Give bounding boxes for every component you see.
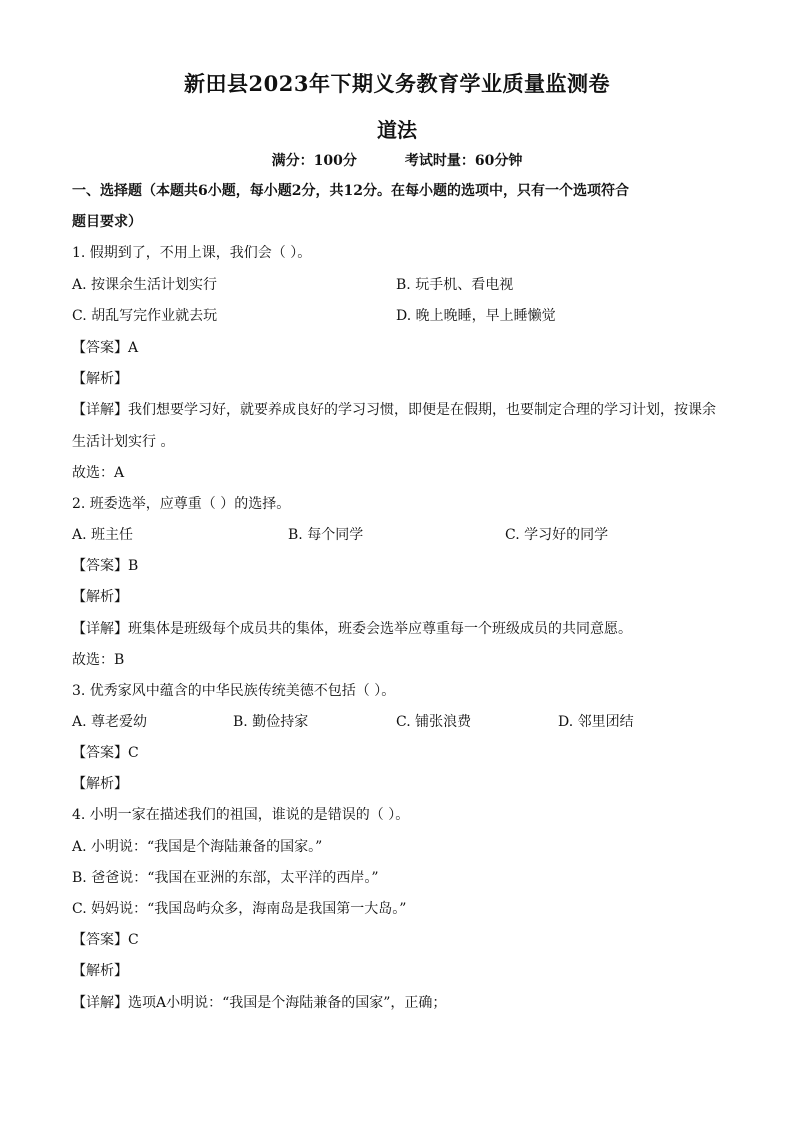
q1-option-c: C. 胡乱写完作业就去玩 [72, 308, 218, 324]
q3-option-b: B. 勤俭持家 [233, 714, 309, 730]
q1-option-d: D. 晚上晚睡，早上睡懒觉 [396, 308, 556, 324]
question-1-stem: 1. 假期到了，不用上课，我们会（ ）。 [72, 245, 312, 261]
question-2-stem: 2. 班委选举，应尊重（ ）的选择。 [72, 496, 291, 512]
detail-text: 我们想要学习好，就要养成良好的学习习惯，即便是在假期，也要制定合理的学习计划，按课余 [128, 402, 716, 418]
answer-value: C [128, 745, 139, 761]
section-heading: 一、选择题（本题共6小题，每小题2分，共12分。在每小题的选项中，只有一个选项符合 [72, 183, 629, 199]
q4-answer [72, 930, 139, 950]
detail-label: 【详解】 [72, 621, 128, 637]
exam-time: 考试时量：60分钟 [404, 153, 523, 169]
detail-label: 【详解】 [72, 995, 128, 1011]
detail-text: 选项A小明说：“我国是个海陆兼备的国家”，正确； [128, 995, 447, 1011]
q2-choose: 故选：B [72, 652, 125, 668]
full-score: 满分：100分 [271, 153, 357, 169]
q4-option-a: A. 小明说：“我国是个海陆兼备的国家。” [72, 839, 323, 855]
q3-answer [72, 743, 139, 763]
q3-analysis-label: 【解析】 [72, 776, 128, 792]
q4-analysis-label: 【解析】 [72, 963, 128, 979]
detail-label: 【详解】 [72, 402, 128, 418]
answer-value: A [128, 340, 139, 356]
question-4-stem: 4. 小明一家在描述我们的祖国，谁说的是错误的（ ）。 [72, 807, 410, 823]
q1-detail [72, 400, 716, 420]
q3-option-d: D. 邻里团结 [558, 714, 634, 730]
detail-text: 班集体是班级每个成员共的集体，班委会选举应尊重每一个班级成员的共同意愿。 [128, 621, 632, 637]
q3-option-c: C. 铺张浪费 [396, 714, 472, 730]
answer-label: 【答案】 [72, 932, 128, 948]
answer-label: 【答案】 [72, 340, 128, 356]
q1-answer [72, 338, 138, 358]
q1-option-b: B. 玩手机、看电视 [396, 277, 514, 293]
q4-option-b: B. 爸爸说：“我国在亚洲的东部，太平洋的西岸。” [72, 870, 379, 886]
q2-analysis-label: 【解析】 [72, 589, 128, 605]
q3-option-a: A. 尊老爱幼 [72, 714, 148, 730]
subject-title: 道法 [377, 118, 417, 142]
q1-analysis-label: 【解析】 [72, 371, 128, 387]
q2-detail [72, 619, 632, 639]
answer-value: C [128, 932, 139, 948]
q2-option-c: C. 学习好的同学 [505, 527, 609, 543]
q1-choose: 故选：A [72, 465, 125, 481]
q4-option-c: C. 妈妈说：“我国岛屿众多，海南岛是我国第一大岛。” [72, 901, 407, 917]
q1-option-a: A. 按课余生活计划实行 [72, 277, 218, 293]
q2-option-a: A. 班主任 [72, 527, 134, 543]
question-3-stem: 3. 优秀家风中蕴含的中华民族传统美德不包括（ ）。 [72, 683, 396, 699]
exam-meta [0, 150, 794, 170]
q2-answer [72, 556, 138, 576]
answer-label: 【答案】 [72, 558, 128, 574]
q2-option-b: B. 每个同学 [288, 527, 364, 543]
exam-title: 新田县2023年下期义务教育学业质量监测卷 [184, 71, 610, 96]
q4-detail [72, 993, 446, 1013]
answer-label: 【答案】 [72, 745, 128, 761]
answer-value: B [128, 558, 139, 574]
section-heading-cont: 题目要求） [72, 214, 142, 230]
q1-detail-cont: 生活计划实行 。 [72, 434, 175, 450]
